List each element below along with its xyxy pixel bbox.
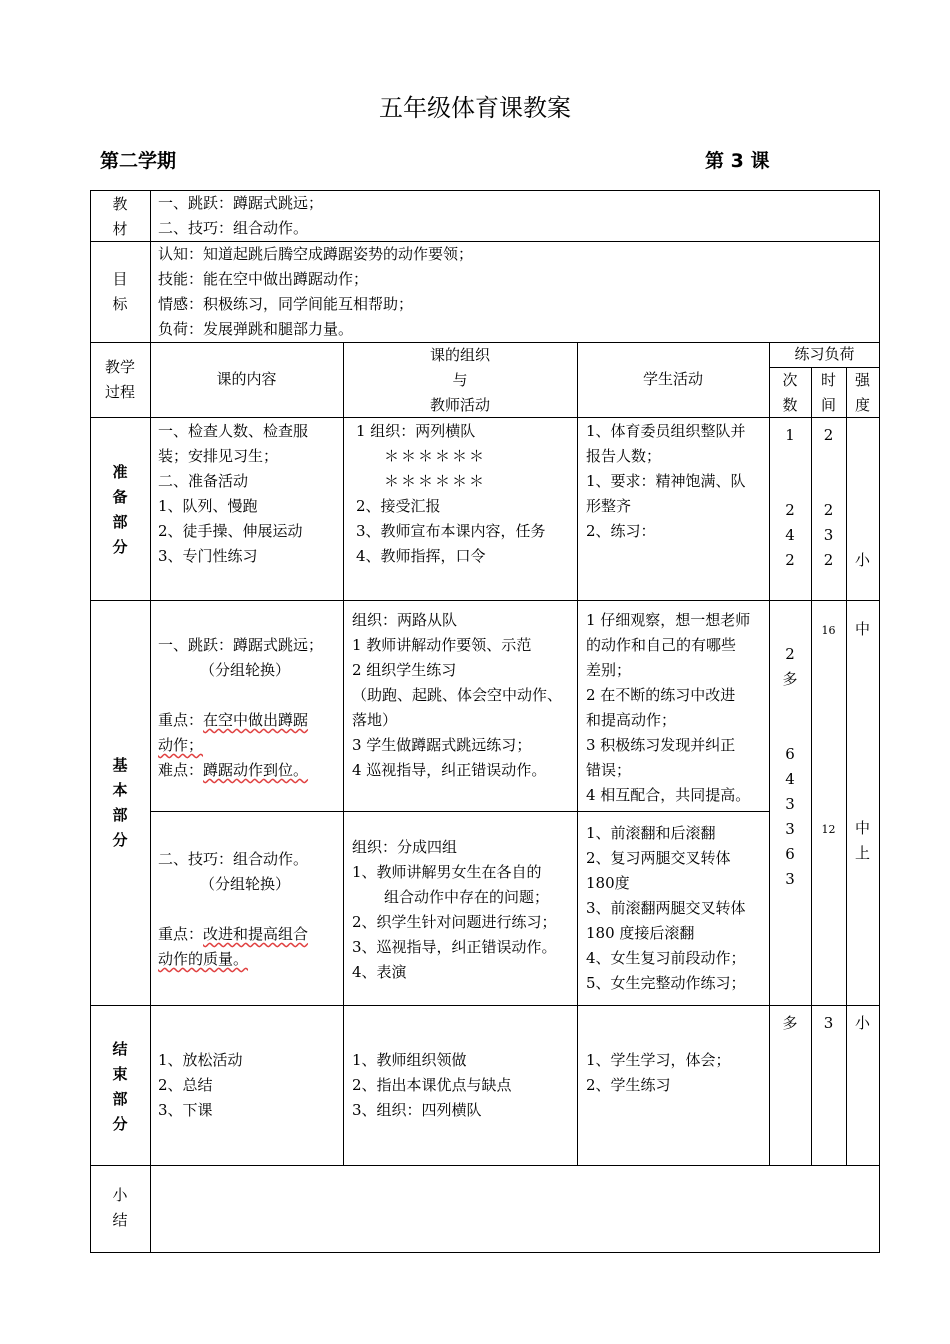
key-point bbox=[158, 708, 323, 733]
load-header: 练习负荷 bbox=[794, 345, 855, 363]
end-student bbox=[586, 1048, 731, 1098]
list-item: 技能：能在空中做出蹲踞动作； bbox=[158, 270, 369, 288]
student-header: 学生活动 bbox=[642, 370, 703, 388]
label-char: 准 bbox=[112, 463, 128, 481]
end-intensity: 小 bbox=[854, 1014, 870, 1032]
list-item: 2 在不断的练习中改进 bbox=[586, 686, 736, 704]
count-value: 1 bbox=[785, 426, 795, 444]
prep-count bbox=[769, 423, 811, 573]
col-divider bbox=[846, 367, 847, 1166]
list-item: 1、前滚翻和后滚翻 bbox=[586, 824, 716, 842]
list-item: 2、学生练习 bbox=[586, 1076, 671, 1094]
count-value: 6 bbox=[785, 745, 795, 763]
count-header bbox=[769, 368, 811, 418]
list-item: 组织：分成四组 bbox=[352, 838, 458, 856]
time-value: 2 bbox=[823, 551, 834, 569]
difficulty-text: 蹲踞动作到位。 bbox=[203, 761, 309, 779]
row-divider bbox=[150, 811, 769, 812]
list-item: 3、组织：四列横队 bbox=[352, 1101, 482, 1119]
prep-intensity: 小 bbox=[854, 551, 870, 569]
prep-content bbox=[158, 419, 308, 569]
end-label bbox=[90, 1037, 150, 1137]
col-divider bbox=[150, 190, 151, 1253]
list-item: 4、表演 bbox=[352, 963, 407, 981]
list-item: 组合动作中存在的问题； bbox=[384, 888, 550, 906]
org-header bbox=[343, 343, 577, 418]
label-char: 标 bbox=[112, 295, 128, 313]
label-char: 备 bbox=[112, 488, 128, 506]
col-divider bbox=[343, 342, 344, 1166]
count-value: 6 bbox=[785, 845, 795, 863]
list-item: 二、技巧：组合动作。 bbox=[158, 850, 309, 868]
header-text: 时 bbox=[820, 371, 836, 389]
header-text: 次 bbox=[782, 371, 798, 389]
list-item: 差别； bbox=[586, 661, 632, 679]
header-text: 教学 bbox=[104, 358, 135, 376]
label-char: 分 bbox=[112, 538, 128, 556]
goals-list bbox=[158, 242, 473, 342]
list-item: 二、准备活动 bbox=[158, 472, 249, 490]
list-item: 的动作和自己的有哪些 bbox=[586, 636, 737, 654]
count-value: 2 bbox=[785, 645, 795, 663]
label-char: 部 bbox=[112, 1090, 128, 1108]
list-item: 装；安排见习生； bbox=[158, 447, 279, 465]
semester-label: 第二学期 bbox=[100, 150, 177, 172]
key-point-label: 重点： bbox=[158, 925, 204, 943]
basic1-time: 16 bbox=[821, 624, 836, 637]
list-item: 2、接受汇报 bbox=[356, 497, 441, 515]
label-char: 材 bbox=[112, 220, 128, 238]
count-value: 多 bbox=[782, 670, 798, 688]
col-divider bbox=[577, 342, 578, 1166]
list-item: 2、复习两腿交叉转体 bbox=[586, 849, 731, 867]
basic-label bbox=[90, 753, 150, 853]
basic2-content bbox=[158, 847, 308, 972]
key-point bbox=[158, 922, 308, 947]
materials-list bbox=[158, 191, 323, 241]
list-item: （分组轮换） bbox=[200, 875, 291, 893]
key-point-text: 改进和提高组合 bbox=[203, 925, 309, 943]
label-char: 结 bbox=[112, 1040, 128, 1058]
label-char: 教 bbox=[112, 195, 128, 213]
time-value: 3 bbox=[823, 526, 834, 544]
key-point-label: 重点： bbox=[158, 711, 204, 729]
count-value: 4 bbox=[785, 526, 795, 544]
basic1-org bbox=[352, 608, 562, 783]
list-item: 3、下课 bbox=[158, 1101, 213, 1119]
header-text: 教师活动 bbox=[429, 396, 490, 414]
lesson-label: 第 3 课 bbox=[705, 150, 770, 172]
list-item: 情感：积极练习，同学间能互相帮助； bbox=[158, 295, 414, 313]
table-border-bottom bbox=[90, 1252, 880, 1253]
label-char: 本 bbox=[112, 781, 128, 799]
label-char: 小 bbox=[112, 1186, 128, 1204]
time-header bbox=[811, 368, 846, 418]
intensity-header bbox=[846, 368, 879, 418]
content-header: 课的内容 bbox=[216, 370, 277, 388]
list-item: 一、检查人数、检查服 bbox=[158, 422, 309, 440]
count-value: 2 bbox=[785, 551, 795, 569]
materials-label bbox=[90, 192, 150, 242]
list-item: 2、徒手操、伸展运动 bbox=[158, 522, 303, 540]
list-item: 2、练习： bbox=[586, 522, 656, 540]
list-item: 错误； bbox=[586, 761, 632, 779]
label-char: 目 bbox=[112, 270, 128, 288]
list-item: 2 组织学生练习 bbox=[352, 661, 457, 679]
list-item: 5、女生完整动作练习； bbox=[586, 974, 746, 992]
list-item: 认知：知道起跳后腾空成蹲踞姿势的动作要领； bbox=[158, 245, 474, 263]
process-header bbox=[90, 355, 150, 405]
label-char: 分 bbox=[112, 831, 128, 849]
list-item: 180度 bbox=[586, 874, 630, 892]
label-char: 结 bbox=[112, 1211, 128, 1229]
basic-count bbox=[769, 642, 811, 892]
row-divider bbox=[90, 1005, 880, 1006]
header-text: 与 bbox=[452, 371, 468, 389]
row-divider bbox=[90, 1165, 880, 1166]
list-item: 3、前滚翻两腿交叉转体 bbox=[586, 899, 746, 917]
header-text: 强 bbox=[854, 371, 870, 389]
difficulty bbox=[158, 758, 323, 783]
key-point-text: 在空中做出蹲踞 bbox=[203, 711, 309, 729]
list-item: 报告人数； bbox=[586, 447, 662, 465]
intensity-value: 中 bbox=[854, 819, 870, 837]
list-item: 1、教师组织领做 bbox=[352, 1051, 467, 1069]
list-item: 4 巡视指导，纠正错误动作。 bbox=[352, 761, 547, 779]
basic1-intensity: 中 bbox=[854, 620, 870, 638]
list-item: 负荷：发展弹跳和腿部力量。 bbox=[158, 320, 354, 338]
end-time: 3 bbox=[823, 1014, 834, 1032]
count-value: 3 bbox=[785, 870, 795, 888]
list-item: 组织：两路从队 bbox=[352, 611, 458, 629]
list-item: （分组轮换） bbox=[200, 661, 291, 679]
list-item: 4 相互配合，共同提高。 bbox=[586, 786, 751, 804]
label-char: 分 bbox=[112, 1115, 128, 1133]
list-item: 二、技巧：组合动作。 bbox=[158, 219, 309, 237]
list-item: 3、巡视指导，纠正错误动作。 bbox=[352, 938, 557, 956]
difficulty-label: 难点： bbox=[158, 761, 204, 779]
list-item: 3、教师宣布本课内容，任务 bbox=[356, 522, 546, 540]
header-text: 度 bbox=[854, 396, 870, 414]
list-item: 3、专门性练习 bbox=[158, 547, 258, 565]
header-text: 数 bbox=[782, 396, 798, 414]
list-item: 180 度接后滚翻 bbox=[586, 924, 695, 942]
basic2-student bbox=[586, 821, 746, 996]
row-divider bbox=[90, 600, 880, 601]
list-item: 1、要求：精神饱满、队 bbox=[586, 472, 746, 490]
list-item: 1、教师讲解男女生在各自的 bbox=[352, 863, 542, 881]
key-point-text: 动作的质量。 bbox=[158, 950, 249, 968]
header-text: 过程 bbox=[104, 383, 135, 401]
list-item: 4、教师指挥，口令 bbox=[356, 547, 486, 565]
key-point-text: 动作； bbox=[158, 736, 204, 754]
list-item: 和提高动作； bbox=[586, 711, 677, 729]
count-value: 3 bbox=[785, 820, 795, 838]
list-item: 1 仔细观察，想一想老师 bbox=[586, 611, 751, 629]
list-item: 2、织学生针对问题进行练习； bbox=[352, 913, 557, 931]
intensity-value: 上 bbox=[854, 844, 870, 862]
list-item: 1 教师讲解动作要领、示范 bbox=[352, 636, 532, 654]
basic2-org bbox=[352, 835, 557, 985]
prep-label bbox=[90, 460, 150, 560]
prep-org bbox=[356, 419, 546, 569]
header-text: 间 bbox=[820, 396, 836, 414]
goals-label bbox=[90, 267, 150, 317]
list-item: 1 组织：两列横队 bbox=[356, 422, 476, 440]
end-content bbox=[158, 1048, 243, 1123]
list-item: 1、队列、慢跑 bbox=[158, 497, 258, 515]
label-char: 部 bbox=[112, 513, 128, 531]
list-item: 3 积极练习发现并纠正 bbox=[586, 736, 736, 754]
basic2-time: 12 bbox=[821, 823, 836, 836]
basic2-intensity bbox=[846, 816, 879, 866]
list-item: 3 学生做蹲踞式跳远练习； bbox=[352, 736, 532, 754]
list-item: 落地） bbox=[352, 711, 398, 729]
label-char: 基 bbox=[112, 756, 128, 774]
count-value: 2 bbox=[785, 501, 795, 519]
summary-label bbox=[90, 1183, 150, 1233]
page-title: 五年级体育课教案 bbox=[379, 94, 571, 122]
prep-student bbox=[586, 419, 746, 544]
time-value: 2 bbox=[823, 501, 834, 519]
time-value: 2 bbox=[823, 426, 834, 444]
list-item: 4、女生复习前段动作； bbox=[586, 949, 746, 967]
basic1-student bbox=[586, 608, 750, 808]
list-item: 一、跳跃：蹲踞式跳远； bbox=[158, 194, 324, 212]
end-org bbox=[352, 1048, 512, 1123]
count-value: 3 bbox=[785, 795, 795, 813]
list-item: 2、总结 bbox=[158, 1076, 213, 1094]
formation-row: ＊＊＊＊＊＊ bbox=[384, 447, 487, 465]
list-item: 2、指出本课优点与缺点 bbox=[352, 1076, 512, 1094]
label-char: 束 bbox=[112, 1065, 128, 1083]
list-item: 1、体育委员组织整队并 bbox=[586, 422, 746, 440]
list-item: 一、跳跃：蹲踞式跳远； bbox=[158, 636, 324, 654]
header-text: 课的组织 bbox=[429, 346, 490, 364]
label-char: 部 bbox=[112, 806, 128, 824]
list-item: 1、学生学习，体会； bbox=[586, 1051, 731, 1069]
list-item: 形整齐 bbox=[586, 497, 632, 515]
list-item: （助跑、起跳、体会空中动作、 bbox=[352, 686, 563, 704]
end-count: 多 bbox=[782, 1014, 798, 1032]
list-item: 1、放松活动 bbox=[158, 1051, 243, 1069]
prep-time bbox=[811, 423, 846, 573]
formation-row: ＊＊＊＊＊＊ bbox=[384, 472, 487, 490]
basic1-content bbox=[158, 633, 323, 783]
count-value: 4 bbox=[785, 770, 795, 788]
